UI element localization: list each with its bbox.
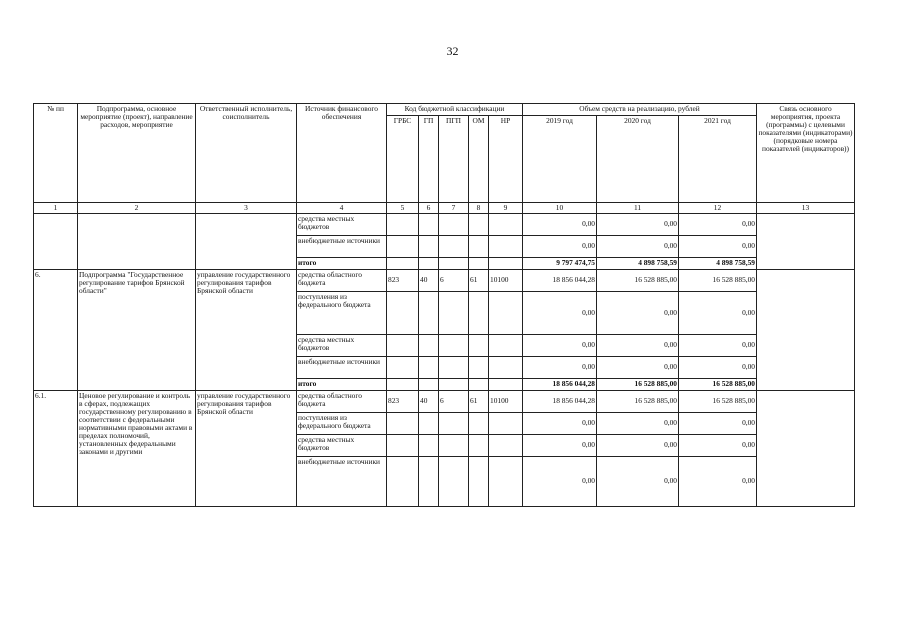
link-cell [757, 213, 855, 269]
col-number: 1 [34, 203, 78, 214]
kbk-grbs: 823 [387, 390, 419, 412]
total-2019: 9 797 474,75 [523, 257, 597, 269]
total-2020: 16 528 885,00 [597, 378, 679, 390]
total-2021: 4 898 758,59 [679, 257, 757, 269]
header-kbk-gp: ГП [419, 116, 439, 203]
header-kbk-group: Код бюджетной классификации [387, 104, 523, 116]
value-2020: 0,00 [597, 434, 679, 456]
table-row [34, 269, 855, 291]
value-2021: 16 528 885,00 [679, 390, 757, 412]
value-2019: 0,00 [523, 456, 597, 506]
col-number: 6 [419, 203, 439, 214]
header-volume-group: Объем средств на реализацию, рублей [523, 104, 757, 116]
value-2019: 0,00 [523, 213, 597, 235]
value-2020: 0,00 [597, 456, 679, 506]
source-cell: средства местных бюджетов [297, 213, 387, 235]
source-cell: внебюджетные источники [297, 235, 387, 257]
col-number: 7 [439, 203, 469, 214]
value-2021: 0,00 [679, 456, 757, 506]
value-2020: 0,00 [597, 235, 679, 257]
kbk-om: 61 [469, 269, 489, 291]
value-2020: 0,00 [597, 334, 679, 356]
page-number: 32 [446, 44, 459, 58]
source-cell: поступления из федерального бюджета [297, 412, 387, 434]
value-2021: 16 528 885,00 [679, 269, 757, 291]
value-2019: 18 856 044,28 [523, 269, 597, 291]
source-cell: итого [297, 257, 387, 269]
kbk-pgp: 6 [439, 269, 469, 291]
value-2019: 0,00 [523, 334, 597, 356]
total-2019: 18 856 044,28 [523, 378, 597, 390]
responsible-name: управление государственного регулирования тарифов Брянской области [196, 269, 297, 390]
col-number: 4 [297, 203, 387, 214]
header-year-2019: 2019 год [523, 116, 597, 203]
col-number: 2 [78, 203, 196, 214]
value-2020: 0,00 [597, 291, 679, 334]
source-cell: средства областного бюджета [297, 390, 387, 412]
value-2021: 0,00 [679, 213, 757, 235]
total-2020: 4 898 758,59 [597, 257, 679, 269]
header-kbk-grbs: ГРБС [387, 116, 419, 203]
row-number: 6. [34, 269, 78, 390]
col-number: 5 [387, 203, 419, 214]
header-kbk-pgp: ПГП [439, 116, 469, 203]
value-2019: 0,00 [523, 356, 597, 378]
kbk-gp: 40 [419, 269, 439, 291]
subprogram-name: Подпрограмма "Государственное регулирование тарифов Брянской области" [78, 269, 196, 390]
header-responsible: Ответственный исполнитель, соисполнитель [196, 104, 297, 203]
source-cell: итого [297, 378, 387, 390]
header-kbk-om: ОМ [469, 116, 489, 203]
col-number: 13 [757, 203, 855, 214]
col-number: 11 [597, 203, 679, 214]
total-2021: 16 528 885,00 [679, 378, 757, 390]
table-row [34, 213, 855, 235]
source-cell: внебюджетные источники [297, 356, 387, 378]
value-2019: 0,00 [523, 412, 597, 434]
col-number: 9 [489, 203, 523, 214]
header-year-2021: 2021 год [679, 116, 757, 203]
source-cell: средства областного бюджета [297, 269, 387, 291]
value-2021: 0,00 [679, 434, 757, 456]
value-2019: 0,00 [523, 235, 597, 257]
value-2020: 16 528 885,00 [597, 390, 679, 412]
row-number: 6.1. [34, 390, 78, 506]
budget-table [33, 103, 855, 507]
table-row [34, 390, 855, 412]
value-2019: 18 856 044,28 [523, 390, 597, 412]
value-2021: 0,00 [679, 412, 757, 434]
value-2020: 0,00 [597, 356, 679, 378]
value-2021: 0,00 [679, 235, 757, 257]
kbk-gp: 40 [419, 390, 439, 412]
source-cell: внебюджетные источники [297, 456, 387, 506]
source-cell: средства местных бюджетов [297, 334, 387, 356]
responsible-name: управление государственного регулирования тарифов Брянской области [196, 390, 297, 506]
header-link: Связь основного мероприятия, проекта (программы) с целевыми показателями (индикаторами) (порядковые номера показателей (индикаторов)) [757, 104, 855, 203]
link-cell [757, 269, 855, 390]
measure-name: Ценовое регулирование и контроль в сферах, подлежащих государственному регулированию в соответствии с федеральными нормативными правовыми актами в пределах полномочий, установленных федеральными законами и другими [78, 390, 196, 506]
kbk-nr: 10100 [489, 269, 523, 291]
value-2021: 0,00 [679, 356, 757, 378]
value-2021: 0,00 [679, 291, 757, 334]
col-number: 10 [523, 203, 597, 214]
value-2019: 0,00 [523, 434, 597, 456]
value-2021: 0,00 [679, 334, 757, 356]
value-2019: 0,00 [523, 291, 597, 334]
col-number: 8 [469, 203, 489, 214]
cont-num-cell [34, 213, 78, 269]
header-row [34, 104, 855, 116]
header-source: Источник финансового обеспечения [297, 104, 387, 203]
header-subprogram: Подпрограмма, основное мероприятие (проект), направление расходов, мероприятие [78, 104, 196, 203]
header-year-2020: 2020 год [597, 116, 679, 203]
cont-responsible-cell [196, 213, 297, 269]
value-2020: 0,00 [597, 213, 679, 235]
col-number: 12 [679, 203, 757, 214]
cont-name-cell [78, 213, 196, 269]
kbk-pgp: 6 [439, 390, 469, 412]
source-cell: средства местных бюджетов [297, 434, 387, 456]
value-2020: 16 528 885,00 [597, 269, 679, 291]
kbk-nr: 10100 [489, 390, 523, 412]
header-num: № пп [34, 104, 78, 203]
kbk-om: 61 [469, 390, 489, 412]
link-cell [757, 390, 855, 506]
value-2020: 0,00 [597, 412, 679, 434]
header-kbk-nr: НР [489, 116, 523, 203]
source-cell: поступления из федерального бюджета [297, 291, 387, 334]
column-numbers-row [34, 203, 855, 214]
col-number: 3 [196, 203, 297, 214]
kbk-grbs: 823 [387, 269, 419, 291]
